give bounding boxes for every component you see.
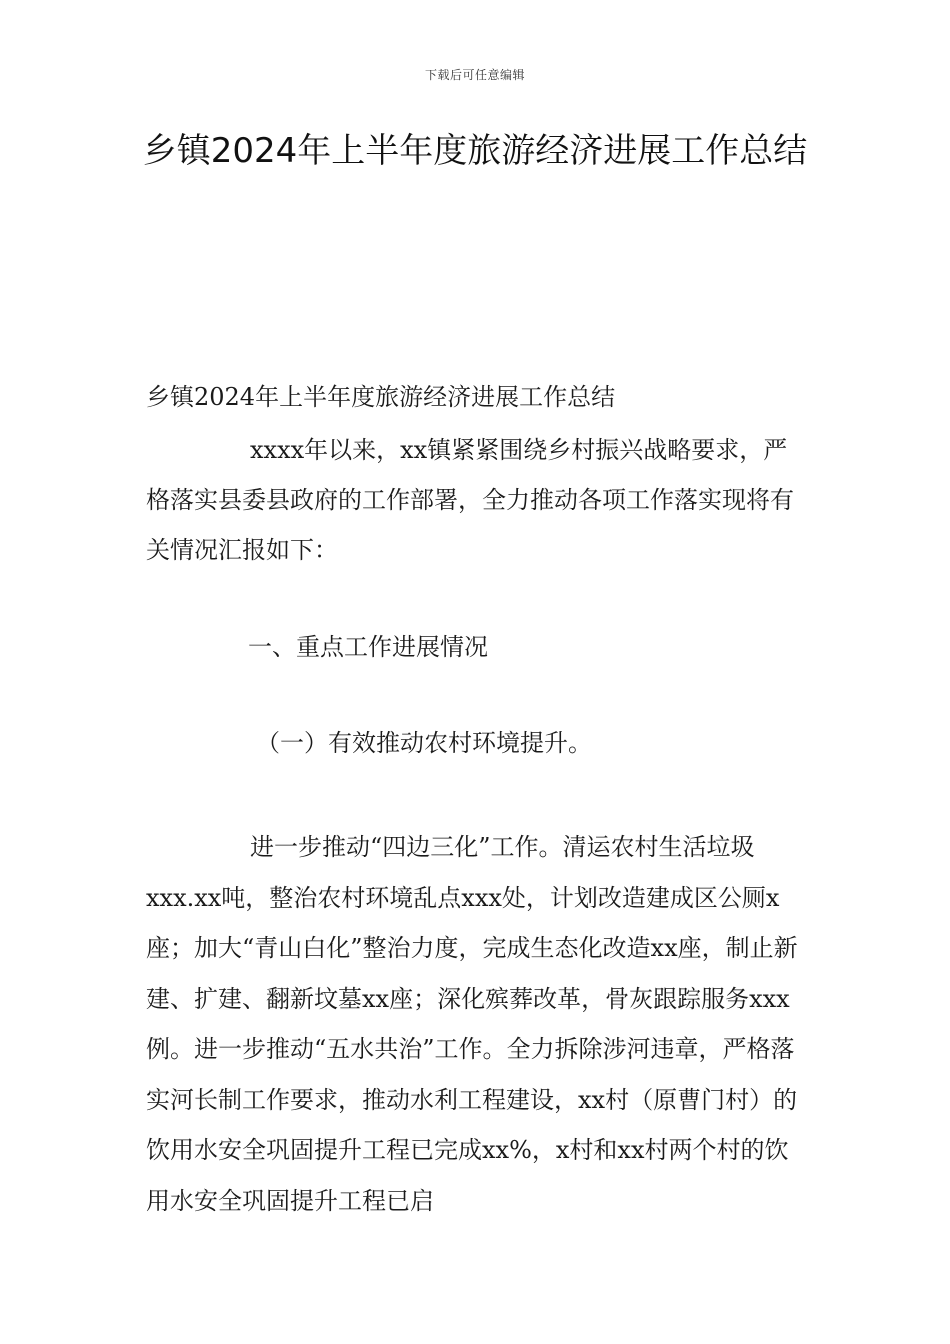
document-subtitle: 乡镇2024年上半年度旅游经济进展工作总结 [146, 383, 616, 411]
subsection-heading: （一）有效推动农村环境提升。 [256, 729, 592, 757]
document-title: 乡镇2024年上半年度旅游经济进展工作总结 [142, 131, 808, 171]
main-paragraph: 进一步推动“四边三化”工作。清运农村生活垃圾xxx.xx吨，整治农村环境乱点xxx处，计划改造建成区公厕x座；加大“青山白化”整治力度，完成生态化改造xx座，制止新建、扩建、翻新坟墓xx座；深化殡葬改革，骨灰跟踪服务xxx例。进一步推动“五水共治”工作。全力拆除涉河违章，严格落实河长制工作要求，推动水利工程建设，xx村（原曹门村）的饮用水安全巩固提升工程已完成xx%，x村和xx村两个村的饮用水安全巩固提升工程已启 [146, 833, 798, 1215]
intro-paragraph: xxxx年以来，xx镇紧紧围绕乡村振兴战略要求，严格落实县委县政府的工作部署，全力推动各项工作落实现将有关情况汇报如下： [146, 436, 794, 564]
header-note: 下载后可任意编辑 [424, 68, 525, 82]
section-heading: 一、重点工作进展情况 [248, 633, 488, 661]
